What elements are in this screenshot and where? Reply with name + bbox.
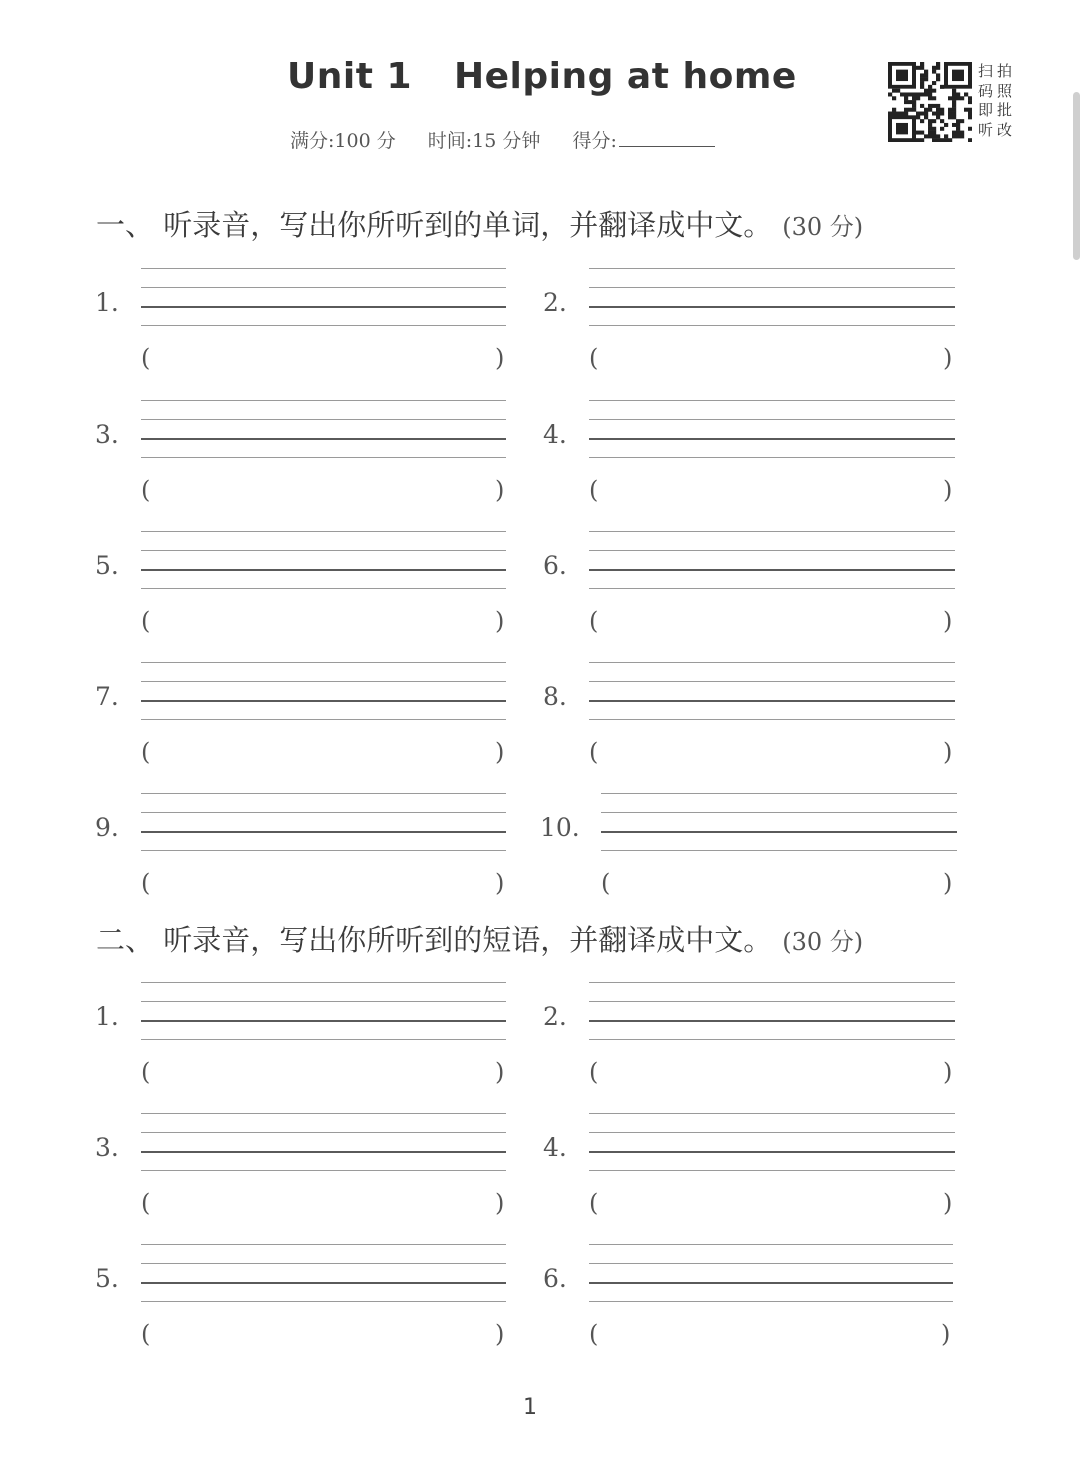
item-number: 7. (95, 682, 119, 711)
section-1-instruction: 一、 听录音，写出你所听到的单词，并翻译成中文。 (96, 208, 773, 242)
item-number: 6. (543, 551, 567, 580)
item-number: 10. (540, 813, 580, 842)
paren-right: ) (495, 1058, 505, 1086)
answer-item (543, 531, 993, 649)
answer-item (543, 400, 993, 518)
paren-right: ) (495, 476, 505, 504)
answer-item (543, 662, 993, 780)
answer-item (540, 793, 990, 911)
paren-left: ( (589, 344, 599, 372)
answer-item (543, 1244, 993, 1362)
answer-item (543, 1113, 993, 1231)
paren-right: ) (495, 607, 505, 635)
item-number: 6. (543, 1264, 567, 1293)
item-number: 8. (543, 682, 567, 711)
item-number: 1. (95, 1002, 119, 1031)
paren-left: ( (141, 1189, 151, 1217)
paren-left: ( (589, 607, 599, 635)
unit-label: Unit 1 (287, 56, 412, 97)
section-1-heading (96, 203, 863, 244)
paren-right: ) (943, 1058, 953, 1086)
item-number: 3. (95, 420, 119, 449)
page-title (287, 56, 797, 97)
answer-item (95, 1244, 545, 1362)
item-number: 1. (95, 288, 119, 317)
paren-left: ( (141, 1058, 151, 1086)
answer-item (95, 662, 545, 780)
paren-right: ) (495, 1189, 505, 1217)
answer-item (95, 793, 545, 911)
item-number: 2. (543, 288, 567, 317)
paren-right: ) (943, 476, 953, 504)
page-number: 1 (523, 1395, 537, 1420)
score-blank (619, 132, 715, 147)
section-2-heading (96, 918, 863, 959)
qr-block (888, 62, 1028, 142)
paren-left: ( (141, 344, 151, 372)
paren-left: ( (141, 476, 151, 504)
item-number: 5. (95, 551, 119, 580)
paren-right: ) (943, 344, 953, 372)
paren-left: ( (141, 738, 151, 766)
scrollbar[interactable] (1073, 92, 1080, 260)
qr-caption: 扫拍码照即批听改 (978, 62, 1017, 139)
answer-item (95, 400, 545, 518)
paren-right: ) (943, 607, 953, 635)
unit-title: Helping at home (454, 56, 797, 97)
paren-left: ( (589, 1058, 599, 1086)
answer-item (95, 1113, 545, 1231)
paren-left: ( (601, 869, 611, 897)
score-label-text: 得分: (572, 130, 617, 152)
item-number: 5. (95, 1264, 119, 1293)
full-score: 满分:100 分 (290, 130, 396, 152)
section-1-points: (30 分) (782, 213, 864, 241)
item-number: 4. (543, 420, 567, 449)
paren-right: ) (495, 869, 505, 897)
qr-code-icon[interactable] (888, 62, 972, 142)
answer-item (95, 531, 545, 649)
paren-left: ( (141, 607, 151, 635)
paren-left: ( (589, 1320, 599, 1348)
item-number: 9. (95, 813, 119, 842)
answer-item (543, 982, 993, 1100)
item-number: 2. (543, 1002, 567, 1031)
paren-right: ) (495, 344, 505, 372)
paren-right: ) (495, 1320, 505, 1348)
answer-item (95, 268, 545, 386)
answer-item (543, 268, 993, 386)
paren-right: ) (941, 1320, 951, 1348)
paren-right: ) (495, 738, 505, 766)
score-label (572, 130, 714, 152)
paren-right: ) (943, 869, 953, 897)
score-info (290, 126, 741, 153)
paren-left: ( (589, 476, 599, 504)
paren-left: ( (141, 1320, 151, 1348)
item-number: 3. (95, 1133, 119, 1162)
paren-left: ( (589, 738, 599, 766)
paren-left: ( (141, 869, 151, 897)
paren-left: ( (589, 1189, 599, 1217)
item-number: 4. (543, 1133, 567, 1162)
section-2-points: (30 分) (782, 928, 864, 956)
time-limit: 时间:15 分钟 (427, 130, 541, 152)
paren-right: ) (943, 738, 953, 766)
section-2-instruction: 二、 听录音，写出你所听到的短语，并翻译成中文。 (96, 923, 773, 957)
answer-item (95, 982, 545, 1100)
paren-right: ) (943, 1189, 953, 1217)
